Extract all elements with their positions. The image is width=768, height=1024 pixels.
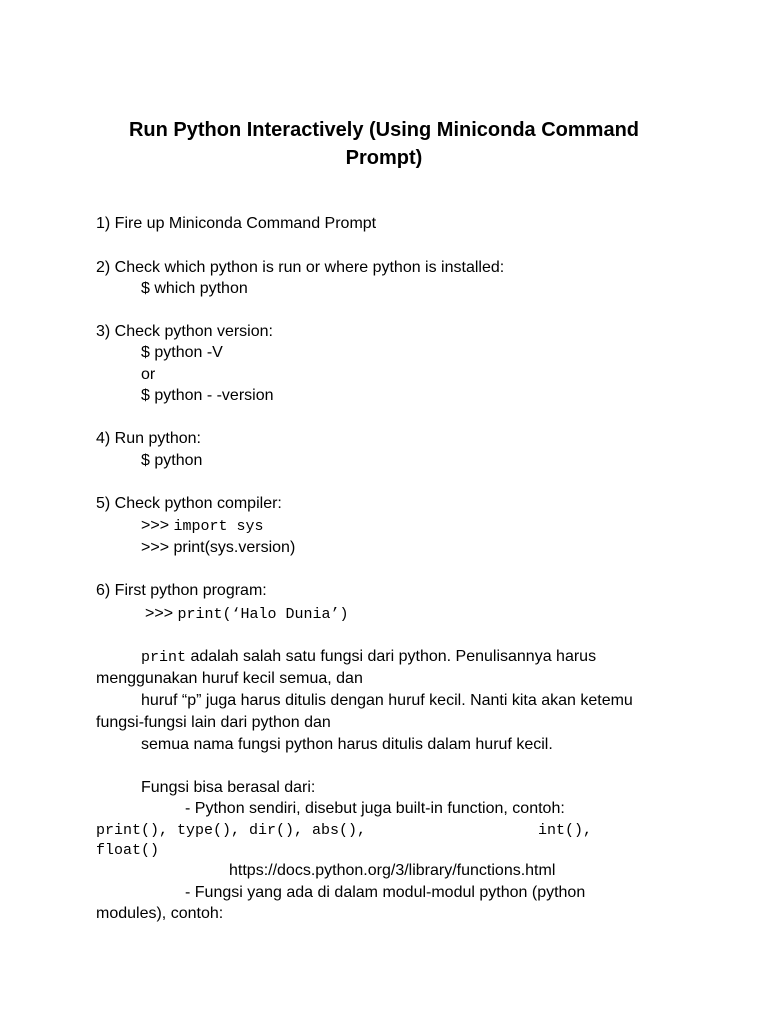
para2-code-line-1b: int(), — [538, 822, 593, 839]
para2-bullet-2: - Fungsi yang ada di dalam modul-modul python (python — [185, 884, 586, 901]
title-line-1: Run Python Interactively (Using Miniconda Command — [128, 119, 640, 141]
step-6-code — [145, 604, 349, 625]
step-5-code-1 — [141, 516, 264, 537]
para1-line-5: semua nama fungsi python harus ditulis dalam huruf kecil. — [141, 736, 553, 753]
para2-url: https://docs.python.org/3/library/functions.html — [229, 862, 556, 879]
step-6: 6) First python program: — [96, 582, 267, 599]
step-6-code-text: print(‘Halo Dunia’) — [177, 606, 349, 623]
para2-bullet-1: - Python sendiri, disebut juga built-in function, contoh: — [185, 800, 565, 817]
para1-line-3: huruf “p” juga harus ditulis dengan huruf kecil. Nanti kita akan ketemu — [141, 692, 633, 709]
para1-line-4: fungsi-fungsi lain dari python dan — [96, 714, 331, 731]
para2-intro: Fungsi bisa berasal dari: — [141, 779, 316, 796]
para1-code-print: print — [141, 649, 187, 666]
step-3-command-1: $ python -V — [141, 344, 223, 361]
step-3: 3) Check python version: — [96, 323, 273, 340]
para2-bullet-2-cont: modules), contoh: — [96, 905, 224, 922]
step-3-or: or — [141, 366, 156, 383]
para1-line-1 — [141, 647, 596, 668]
title-line-2: Prompt) — [345, 147, 423, 169]
step-2: 2) Check which python is run or where python is installed: — [96, 259, 505, 276]
step-6-prompt: >>> — [145, 605, 178, 622]
para2-code-line-2: float() — [96, 842, 160, 859]
para1-line-2: menggunakan huruf kecil semua, dan — [96, 670, 363, 687]
step-5: 5) Check python compiler: — [96, 495, 282, 512]
para1-line-1-text: adalah salah satu fungsi dari python. Penulisannya harus — [186, 648, 597, 665]
step-4-command: $ python — [141, 452, 203, 469]
step-2-command: $ which python — [141, 280, 248, 297]
step-3-command-2: $ python - -version — [141, 387, 274, 404]
step-5-prompt-1: >>> — [141, 517, 174, 534]
document-title — [60, 116, 708, 172]
step-4: 4) Run python: — [96, 430, 201, 447]
para2-code-line-1a: print(), type(), dir(), abs(), — [96, 822, 367, 839]
step-1: 1) Fire up Miniconda Command Prompt — [96, 215, 377, 232]
step-5-code-2: >>> print(sys.version) — [141, 539, 296, 556]
step-5-code-text-1: import sys — [173, 518, 264, 535]
